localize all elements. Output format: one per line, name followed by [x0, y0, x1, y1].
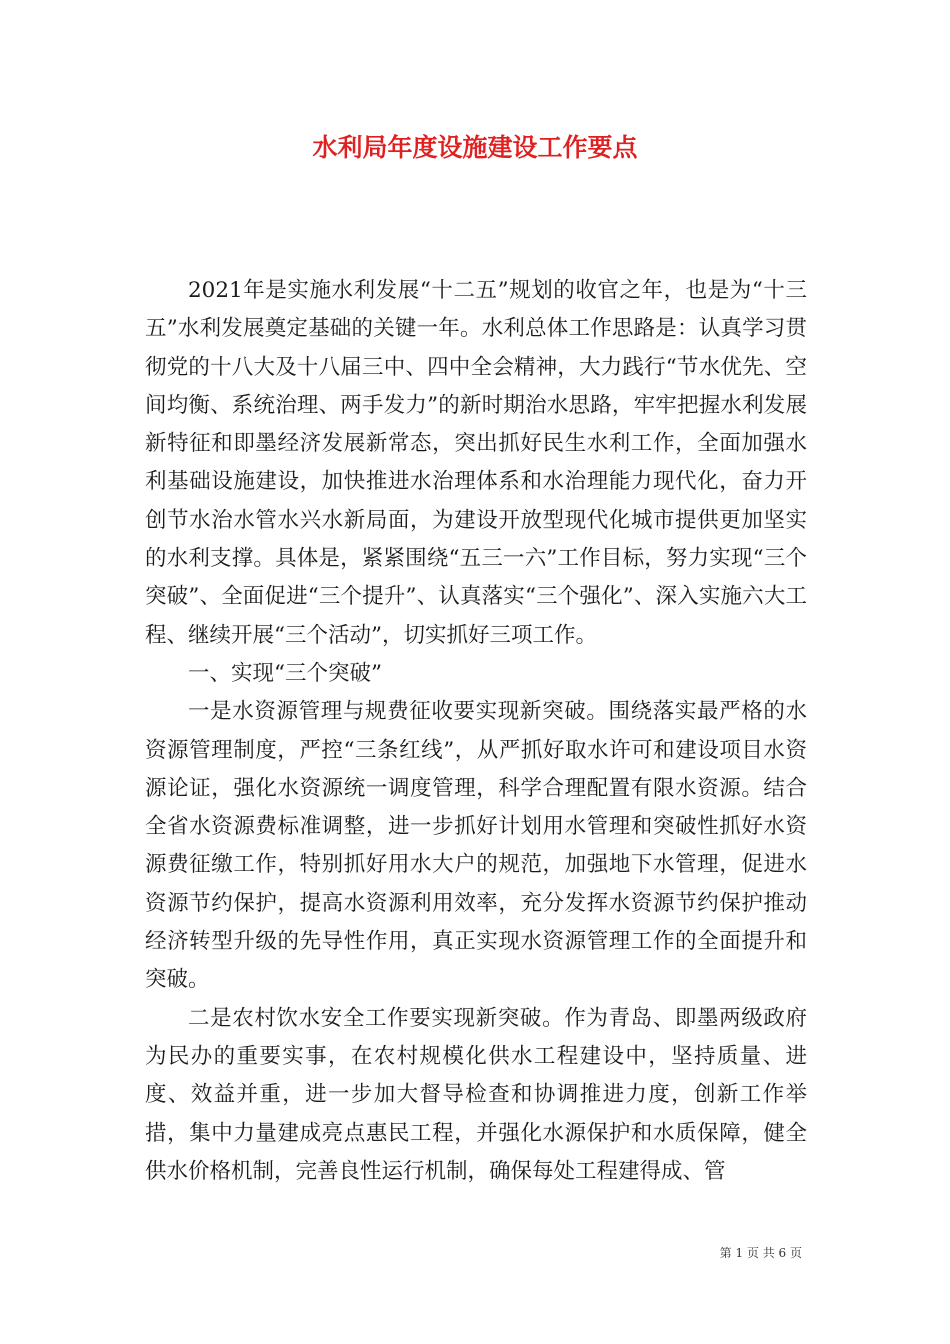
document-body — [145, 272, 807, 1191]
paragraph-water-resources: 一是水资源管理与规费征收要实现新突破。围绕落实最严格的水资源管理制度，严控“三条红线”，从严抓好取水许可和建设项目水资源论证，强化水资源统一调度管理，科学合理配置有限水资源。结合全省水资源费标准调整，进一步抓好计划用水管理和突破性抓好水资源费征缴工作，特别抓好用水大户的规范，加强地下水管理，促进水资源节约保护，提高水资源利用效率，充分发挥水资源节约保护推动经济转型升级的先导性作用，真正实现水资源管理工作的全面提升和突破。 — [145, 699, 807, 993]
paragraph-rural-water: 二是农村饮水安全工作要实现新突破。作为青岛、即墨两级政府为民办的重要实事，在农村规模化供水工程建设中，坚持质量、进度、效益并重，进一步加大督导检查和协调推进力度，创新工作举措，集中力量建成亮点惠民工程，并强化水源保护和水质保障，健全供水价格机制，完善良性运行机制，确保每处工程建得成、管 — [145, 1005, 807, 1184]
section-heading-1: 一、实现“三个突破” — [188, 660, 382, 686]
page-title: 水利局年度设施建设工作要点 — [312, 133, 638, 162]
page-number: 第 1 页 共 6 页 — [719, 1246, 802, 1260]
paragraph-intro: 2021年是实施水利发展“十二五”规划的收官之年，也是为“十三五”水利发展奠定基础的关键一年。水利总体工作思路是：认真学习贯彻党的十八大及十八届三中、四中全会精神，大力践行“节水优先、空间均衡、系统治理、两手发力”的新时期治水思路，牢牢把握水利发展新特征和即墨经济发展新常态，突出抓好民生水利工作，全面加强水利基础设施建设，加快推进水治理体系和水治理能力现代化，奋力开创节水治水管水兴水新局面，为建设开放型现代化城市提供更加坚实的水利支撑。具体是，紧紧围绕“五三一六”工作目标，努力实现“三个突破”、全面促进“三个提升”、认真落实“三个强化”、深入实施六大工程、继续开展“三个活动”，切实抓好三项工作。 — [145, 278, 807, 648]
